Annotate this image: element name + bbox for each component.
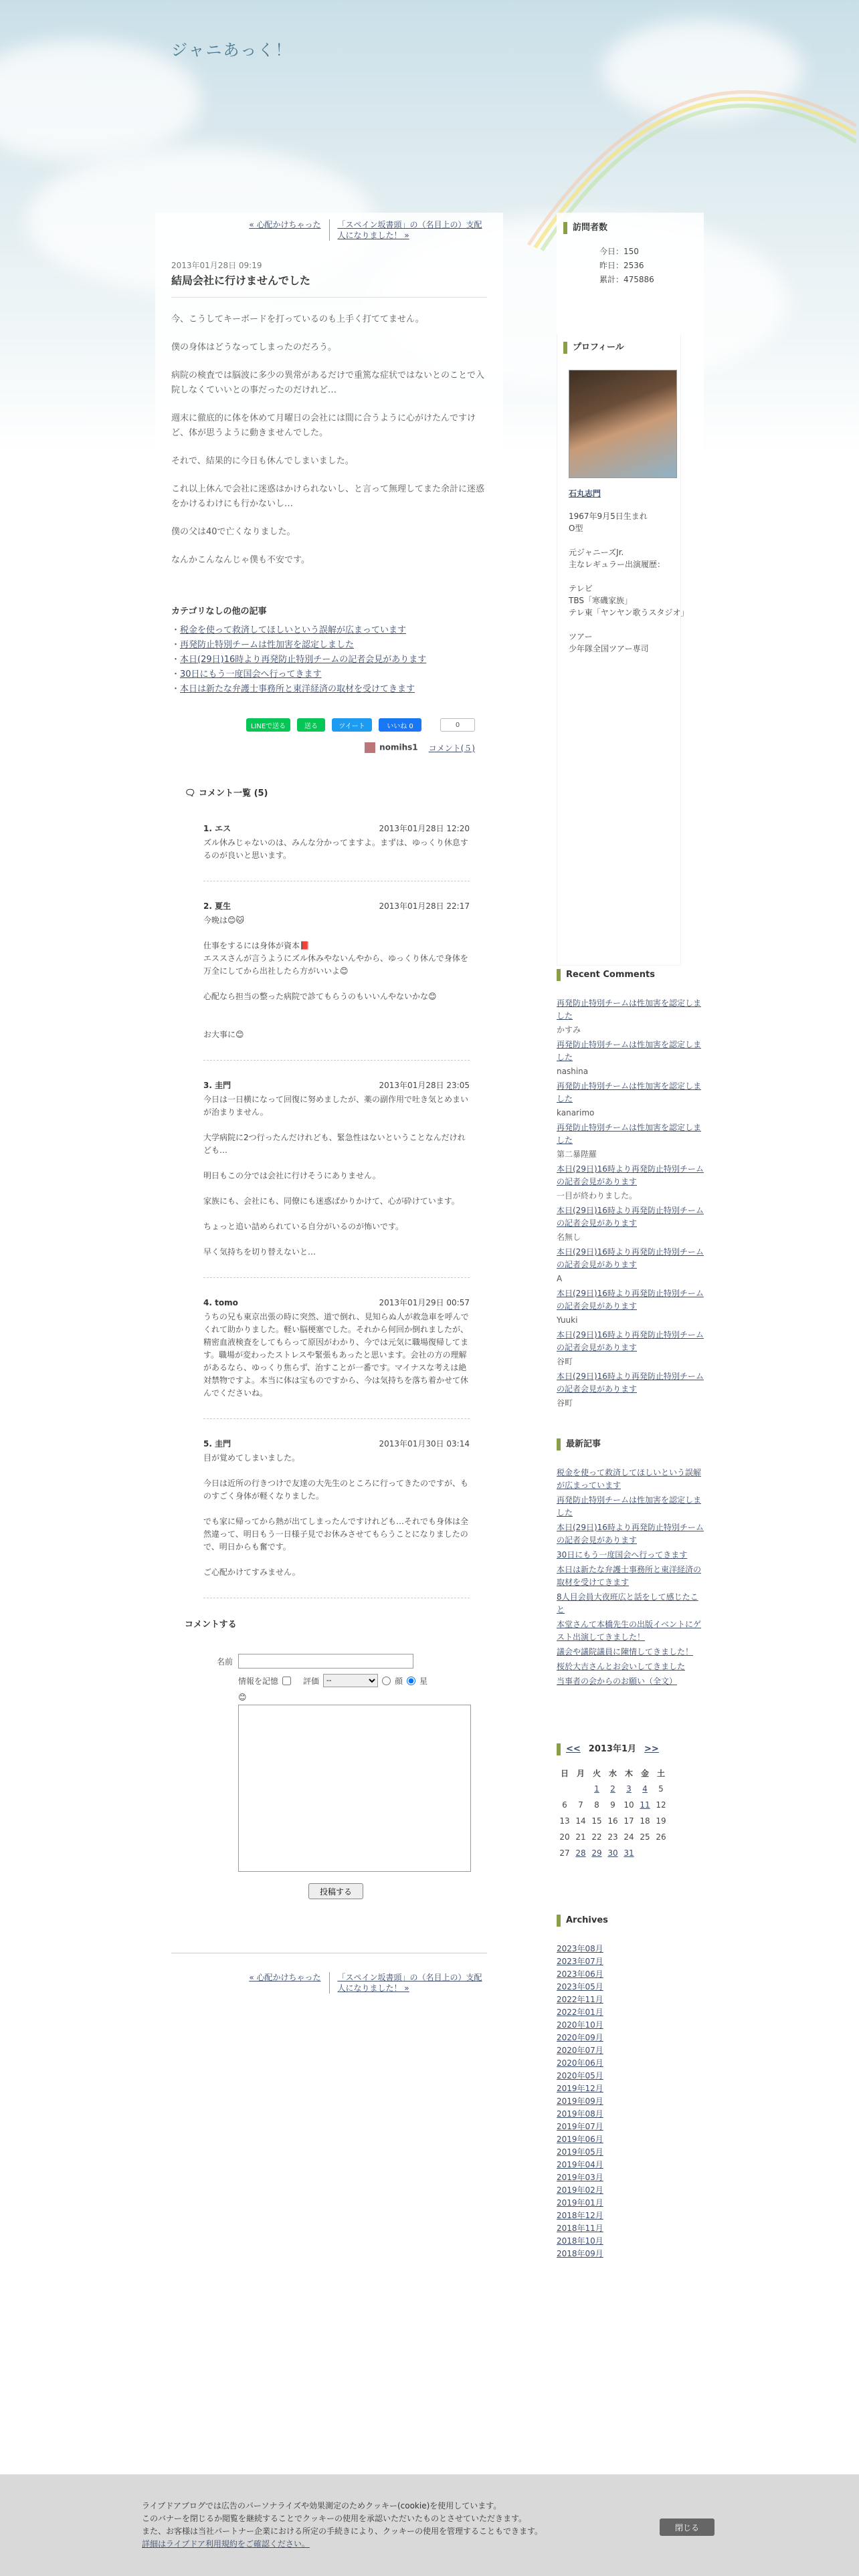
cookie-text: このバナーを閉じるか閲覧を継続することでクッキーの使用を承認いただいたものとさせていただきます。: [142, 2514, 527, 2523]
line-share-button[interactable]: LINEで送る: [246, 718, 290, 732]
profile-line: テレビ: [569, 584, 593, 593]
archive-link[interactable]: 2019年08月: [557, 2109, 603, 2119]
comment-author: 4. tomo: [203, 1298, 238, 1307]
profile-line: テレ東「ヤンヤン歌うスタジオ」: [569, 608, 689, 617]
recent-comment-author: 一目が終わりました。: [557, 1191, 638, 1200]
comment-line: でも家に帰ってから熱が出てしまったんですけれども…それでも身体は全然違って、明日もう一日様子見でお休みさせてもらうことになりましたので、明日からも奮です。: [203, 1517, 469, 1551]
archive-link[interactable]: 2019年03月: [557, 2173, 603, 2182]
calendar-day: 6: [562, 1800, 567, 1810]
profile-line: O型: [569, 524, 583, 533]
recent-comment-author: Yuuki: [557, 1315, 578, 1325]
profile-line: 主なレギュラー出演履歴：: [569, 560, 666, 569]
calendar-day-header: 金: [640, 1768, 649, 1778]
visits-heading: 訪問者数: [563, 222, 697, 234]
post-nav-top: [171, 219, 487, 241]
line-send-button[interactable]: 送る: [297, 718, 325, 732]
comment-line: [203, 1553, 470, 1566]
latest-post-link[interactable]: 議会や議院議員に陳情してきました！: [557, 1647, 694, 1656]
recent-comment-author: kanarimo: [557, 1108, 595, 1117]
archive-link[interactable]: 2018年09月: [557, 2249, 603, 2258]
comment-item: [203, 1079, 470, 1278]
sidebar: [557, 213, 704, 2260]
archives-heading: Archives: [557, 1915, 704, 1927]
profile-heading: プロフィール: [563, 342, 697, 354]
post-title: 結局会社に行けませんでした: [171, 272, 487, 298]
calendar-day: 7: [578, 1800, 583, 1810]
archive-link[interactable]: 2023年07月: [557, 1957, 603, 1966]
comment-line: うちの兄も東京出張の時に突然、道で倒れ、見知らぬ人が救急車を呼んでくれて助かりました。軽い脳梗塞でした。それから何回か倒れましたが、精密血液検査をしてもらって原因がわかり、今では元気に職場復帰してます。職場が変わったストレスや緊張もあったと思います。会社の方の理解があるなら、ゆっくり焦らず、治すことが一番です。マイナスな考えは絶対禁物ですよ。本当に体は宝ものですから、今は気持ちを落ち着かせて休んでくださいね。: [203, 1312, 469, 1398]
related-articles: [171, 604, 487, 697]
nav-divider: [329, 219, 330, 241]
comment-date: 2013年01月29日 00:57: [379, 1298, 470, 1307]
visits-yesterday: 昨日：2536: [599, 261, 644, 270]
calendar-day: [653, 1845, 669, 1861]
calendar-day-header: 水: [608, 1768, 617, 1778]
latest-post-link[interactable]: 8人目会員大夜班広と話をして感じたこと: [557, 1592, 698, 1614]
comment-line: [203, 1208, 470, 1220]
latest-post-link[interactable]: 本日は新たな弁護士事務所と東洋経済の取材を受けてきます: [557, 1565, 702, 1587]
calendar-day: 12: [656, 1800, 666, 1810]
calendar-widget: [557, 1690, 704, 1861]
post-paragraph: 僕の父は40で亡くなりました。: [171, 527, 296, 537]
comment-line: ちょっと追い詰められている自分がいるのが怖いです。: [203, 1222, 404, 1231]
post-paragraph: 週末に徹底的に体を休めて月曜日の会社には間に合うように心がけたんですけど、体が思うように動きませんでした。: [171, 413, 476, 438]
tweet-button[interactable]: ツイート: [332, 718, 372, 732]
comment-author: 3. 圭門: [203, 1081, 231, 1090]
calendar-day: 5: [658, 1784, 664, 1794]
recent-comment-author: かすみ: [557, 1025, 581, 1035]
comment-count-link[interactable]: コメント(５): [428, 744, 475, 753]
calendar-day: [573, 1781, 589, 1797]
calendar-day: [637, 1845, 653, 1861]
star-radio-label: 星: [419, 1676, 428, 1686]
recent-comment-author: A: [557, 1274, 563, 1283]
related-link[interactable]: 税金を使って救済してほしいという誤解が広まっています: [180, 625, 407, 635]
cookie-banner: [0, 2474, 859, 2576]
archive-link[interactable]: 2018年10月: [557, 2236, 603, 2246]
archive-link[interactable]: 2019年09月: [557, 2097, 603, 2106]
comment-line: [203, 1119, 470, 1132]
calendar-day: 17: [624, 1816, 634, 1826]
comment-line: お大事に😊: [203, 1030, 244, 1039]
comment-line: [203, 1003, 470, 1016]
recent-comment-link[interactable]: 再発防止特別チームは性加害を認定しました: [557, 998, 702, 1021]
related-link[interactable]: 本日(29日)16時より再発防止特別チームの記者会見があります: [180, 655, 427, 665]
comment-line: [203, 1016, 470, 1029]
comment-date: 2013年01月28日 23:05: [379, 1081, 470, 1090]
cookie-text: ライブドアブログでは広告のパーソナライズや効果測定のためクッキー(cookie)を使用しています。: [142, 2501, 502, 2510]
cookie-terms-link[interactable]: 詳細はライブドア利用規約をご確認ください。: [142, 2539, 310, 2549]
author-avatar-icon: [365, 742, 375, 753]
calendar-day: 14: [575, 1816, 586, 1826]
archive-link[interactable]: 2020年05月: [557, 2071, 603, 2080]
comment-line: ズル休みじゃないのは、みんな分かってますよ。まずは、ゆっくり休息するのが良いと思います。: [203, 838, 468, 860]
comment-line: [203, 1465, 470, 1477]
related-link[interactable]: 再発防止特別チームは性加害を認定しました: [180, 640, 355, 650]
archive-link[interactable]: 2020年06月: [557, 2058, 603, 2068]
archive-link[interactable]: 2019年06月: [557, 2135, 603, 2144]
calendar-day: 18: [640, 1816, 650, 1826]
comment-line: [203, 927, 470, 940]
latest-post-link[interactable]: 本堂さんて本橋先生の出版イベントにゲスト出演してきました！: [557, 1620, 702, 1642]
face-radio-label: 顔: [395, 1676, 403, 1686]
recent-comment-author: 谷町: [557, 1357, 573, 1366]
rating-select[interactable]: [323, 1674, 378, 1687]
calendar-day-link[interactable]: 11: [640, 1800, 650, 1810]
archives-widget: [557, 1861, 704, 2260]
comment-textarea[interactable]: [238, 1705, 471, 1872]
archive-link[interactable]: 2018年12月: [557, 2211, 603, 2220]
comment-item: [203, 900, 470, 1061]
profile-line: [569, 570, 697, 582]
comment-line: 早く気持ちを切り替えないと…: [203, 1247, 316, 1257]
calendar-day: 10: [624, 1800, 634, 1810]
calendar-day: 16: [607, 1816, 618, 1826]
calendar-day: 15: [591, 1816, 602, 1826]
comment-list-heading: コメント一覧 (5): [199, 788, 268, 798]
post-nav-bottom: [171, 1953, 487, 1994]
comment-line: 今晩は😊🐱: [203, 916, 245, 925]
calendar-day-link[interactable]: 1: [594, 1784, 599, 1794]
archive-link[interactable]: 2020年07月: [557, 2046, 603, 2055]
comment-date: 2013年01月30日 03:14: [379, 1439, 470, 1448]
related-heading: カテゴリなしの他の記事: [171, 607, 267, 617]
calendar-day: 20: [559, 1832, 570, 1842]
comment-line: 家族にも、会社にも、同僚にも迷惑ばかりかけて、心が砕けています。: [203, 1196, 460, 1206]
profile-line: 元ジャニーズJr.: [569, 548, 624, 557]
archive-link[interactable]: 2022年01月: [557, 2008, 603, 2017]
post-paragraph: 僕の身体はどうなってしまったのだろう。: [171, 342, 337, 352]
comment-author: 1. エス: [203, 824, 231, 833]
calendar-day: 25: [640, 1832, 650, 1842]
comment-item: [203, 823, 470, 881]
calendar-day-header: 火: [592, 1768, 601, 1778]
post-paragraph: なんかこんなんじゃ僕も不安です。: [171, 555, 310, 565]
archive-link[interactable]: 2023年08月: [557, 1944, 603, 1953]
profile-line: ツアー: [569, 632, 593, 641]
submit-comment-button[interactable]: 投稿する: [308, 1883, 363, 1899]
profile-line: TBS「寒磯家族」: [569, 596, 632, 605]
archive-link[interactable]: 2019年01月: [557, 2198, 603, 2208]
recent-comment-link[interactable]: 再発防止特別チームは性加害を認定しました: [557, 1040, 702, 1062]
calendar-day-link[interactable]: 31: [624, 1848, 634, 1858]
comment-line: ご心配かけてすみません。: [203, 1568, 300, 1577]
comment-line: [203, 978, 470, 990]
prev-post-link[interactable]: « 心配かけちゃった: [249, 1973, 321, 1982]
calendar-day: 26: [656, 1832, 666, 1842]
next-post-link[interactable]: 「スペイン坂書頭」の（名目上の）支配人になりました！ »: [337, 1973, 482, 1993]
archive-link[interactable]: 2020年09月: [557, 2033, 603, 2042]
recent-comment-author: 名無し: [557, 1232, 581, 1242]
calendar-day: 27: [559, 1848, 570, 1858]
post-paragraph: これ以上休んで会社に迷惑はかけられないし、と言って無理してまた余計に迷惑をかけるわけにも行かないし…: [171, 484, 485, 509]
comment-line: 今日は近所の行きつけで友達の大先生のところに行ってきたのですが、ものすごく身体が軽くなりました。: [203, 1479, 469, 1501]
latest-post-link[interactable]: 再発防止特別チームは性加害を認定しました: [557, 1495, 702, 1517]
comment-line: 今日は一日横になって回復に努めましたが、薬の副作用で吐き気とめまいが治まりません。: [203, 1095, 469, 1117]
calendar-day: 8: [594, 1800, 599, 1810]
calendar-next-link[interactable]: >>: [644, 1744, 659, 1754]
recent-comment-link[interactable]: 本日(29日)16時より再発防止特別チームの記者会見があります: [557, 1330, 704, 1352]
archive-link[interactable]: 2023年06月: [557, 1969, 603, 1979]
profile-widget: [557, 296, 704, 655]
latest-post-link[interactable]: 30日にもう一度国会へ行ってきます: [557, 1550, 688, 1560]
latest-post-link[interactable]: 税金を使って救済してほしいという誤解が広まっています: [557, 1468, 702, 1490]
recent-comment-link[interactable]: 本日(29日)16時より再発防止特別チームの記者会見があります: [557, 1372, 704, 1394]
comment-date: 2013年01月28日 12:20: [379, 824, 470, 833]
post-paragraph: それで、結果的に今日も休んでしまいました。: [171, 456, 354, 466]
comment-line: エススさんが言うようにズル休みやないんやから、ゆっくり休んで身体を万全にしてから出社したら方がいいよ😊: [203, 954, 468, 976]
facebook-like-button[interactable]: いいね 0: [379, 718, 421, 732]
cookie-close-button[interactable]: 閉じる: [660, 2518, 714, 2536]
archive-link[interactable]: 2023年05月: [557, 1982, 603, 1992]
calendar-day-header: 日: [560, 1768, 569, 1778]
calendar-day-header: 月: [576, 1768, 585, 1778]
calendar-day: [557, 1781, 573, 1797]
profile-photo: [569, 370, 677, 478]
comment-line: 大学病院に2つ行ったんだけれども、緊急性はないということなんだけれども…: [203, 1133, 466, 1155]
profile-line: [569, 534, 697, 546]
comment-author: 2. 夏生: [203, 901, 231, 911]
comment-item: [203, 1297, 470, 1419]
archive-link[interactable]: 2020年10月: [557, 2020, 603, 2030]
calendar-day: 9: [610, 1800, 615, 1810]
recent-comment-author: 第二暴陛羅: [557, 1150, 597, 1159]
latest-post-link[interactable]: 当事者の会からのお願い（全文）: [557, 1677, 678, 1686]
archive-link[interactable]: 2019年02月: [557, 2185, 603, 2195]
calendar-day-header: 木: [624, 1768, 633, 1778]
recent-comment-author: nashina: [557, 1067, 589, 1076]
latest-posts-widget: [557, 1412, 704, 1688]
bookmark-button[interactable]: 0: [440, 718, 475, 732]
archive-link[interactable]: 2019年12月: [557, 2084, 603, 2093]
comment-author: 5. 圭門: [203, 1439, 231, 1448]
archive-link[interactable]: 2019年07月: [557, 2122, 603, 2131]
comment-form-heading: コメントする: [185, 1620, 237, 1630]
comment-list: [171, 786, 487, 1598]
profile-line: 少年隊全国ツアー専司: [569, 644, 649, 653]
recent-comment-link[interactable]: 本日(29日)16時より再発防止特別チームの記者会見があります: [557, 1206, 704, 1228]
calendar-day: 23: [607, 1832, 618, 1842]
nav-divider: [329, 1972, 330, 1994]
cookie-text: また、お客様は当社パートナー企業における所定の手続きにより、クッキーの使用を管理することもできます。: [142, 2527, 543, 2536]
name-input[interactable]: [238, 1654, 413, 1669]
comment-line: [203, 1182, 470, 1195]
post-paragraph: 今、こうしてキーボードを打っているのも上手く打ててません。: [171, 314, 424, 324]
recent-comment-link[interactable]: 再発防止特別チームは性加害を認定しました: [557, 1123, 702, 1145]
related-link[interactable]: 30日にもう一度国会へ行ってきます: [180, 669, 322, 679]
rating-label: 評価: [303, 1676, 320, 1686]
main-column: [155, 213, 503, 2000]
calendar-day: 21: [575, 1832, 586, 1842]
name-label: 名前: [216, 1656, 233, 1667]
calendar-table: [557, 1765, 669, 1861]
recent-comment-link[interactable]: 本日(29日)16時より再発防止特別チームの記者会見があります: [557, 1247, 704, 1269]
comment-line: 仕事をするには身体が資本📕: [203, 941, 310, 950]
comment-line: [203, 1233, 470, 1246]
archive-link[interactable]: 2022年11月: [557, 1995, 603, 2004]
prev-post-link[interactable]: « 心配かけちゃった: [249, 220, 321, 229]
recent-comments-widget: [557, 655, 704, 1410]
calendar-day-link[interactable]: 3: [626, 1784, 632, 1794]
remember-label: 情報を記憶: [238, 1676, 279, 1686]
recent-comment-link[interactable]: 再発防止特別チームは性加害を認定しました: [557, 1081, 702, 1103]
profile-line: [569, 619, 697, 631]
site-title-link[interactable]: ジャニあっく！: [171, 41, 293, 60]
archive-link[interactable]: 2018年11月: [557, 2224, 603, 2233]
calendar-day-link[interactable]: 2: [610, 1784, 615, 1794]
calendar-day-link[interactable]: 28: [575, 1848, 586, 1858]
calendar-day: 13: [559, 1816, 570, 1826]
latest-post-link[interactable]: 本日(29日)16時より再発防止特別チームの記者会見があります: [557, 1523, 704, 1545]
latest-post-link[interactable]: 桜於大吉さんとお会いしてきました: [557, 1662, 686, 1671]
calendar-day: 22: [591, 1832, 602, 1842]
calendar-title: 2013年1月: [588, 1744, 637, 1754]
latest-posts-heading: 最新記事: [557, 1438, 704, 1451]
post-meta: [171, 742, 475, 754]
author-name[interactable]: nomihs1: [379, 742, 418, 752]
related-link[interactable]: 本日は新たな弁護士事務所と東洋経済の取材を受けてきます: [180, 684, 415, 694]
comment-line: 目が覚めてしまいました。: [203, 1453, 300, 1463]
remember-checkbox[interactable]: [282, 1677, 291, 1685]
share-buttons: [171, 718, 475, 732]
post-body: [171, 312, 487, 568]
recent-comment-link[interactable]: 本日(29日)16時より再発防止特別チームの記者会見があります: [557, 1164, 704, 1186]
calendar-day: 24: [624, 1832, 634, 1842]
comment-form: [171, 1617, 487, 1899]
visits-today: 今日：150: [599, 247, 639, 256]
star-radio[interactable]: [407, 1677, 415, 1685]
recent-comments-heading: Recent Comments: [557, 969, 704, 981]
comment-line: [203, 1157, 470, 1170]
post-date: 2013年01月28日 09:19: [171, 261, 262, 270]
comment-item: [203, 1438, 470, 1598]
recent-comment-link[interactable]: 本日(29日)16時より再発防止特別チームの記者会見があります: [557, 1289, 704, 1311]
comment-line: 明日もこの分では会社に行けそうにありません。: [203, 1171, 381, 1180]
calendar-day-link[interactable]: 4: [642, 1784, 648, 1794]
face-radio[interactable]: [382, 1677, 391, 1685]
profile-line: 1967年9月5日生まれ: [569, 512, 648, 521]
calendar-prev-link[interactable]: <<: [566, 1744, 581, 1754]
calendar-day-link[interactable]: 30: [607, 1848, 618, 1858]
archive-link[interactable]: 2019年04月: [557, 2160, 603, 2169]
profile-name[interactable]: 石丸志門: [569, 489, 601, 498]
emoji-picker-icon[interactable]: 😊: [238, 1693, 247, 1702]
comment-line: 心配なら担当の整った病院で診てもらうのもいいんやないかな😊: [203, 992, 437, 1001]
comment-bubble-icon: 🗨: [185, 788, 196, 798]
calendar-day-link[interactable]: 29: [591, 1848, 602, 1858]
comment-line: [203, 1503, 470, 1515]
post-paragraph: 病院の検査では脳波に多少の異常があるだけで重篤な症状ではないとのことで入院しなくていいとの事だったのだけれど…: [171, 370, 485, 395]
calendar-day: 19: [656, 1816, 666, 1826]
next-post-link[interactable]: 「スペイン坂書頭」の（名目上の）支配人になりました！ »: [337, 220, 482, 240]
archive-link[interactable]: 2019年05月: [557, 2147, 603, 2157]
calendar-day-header: 土: [656, 1768, 665, 1778]
visits-total: 累計：475886: [599, 275, 654, 284]
comment-date: 2013年01月28日 22:17: [379, 901, 470, 911]
visits-widget: [557, 213, 704, 296]
recent-comment-author: 谷町: [557, 1398, 573, 1408]
